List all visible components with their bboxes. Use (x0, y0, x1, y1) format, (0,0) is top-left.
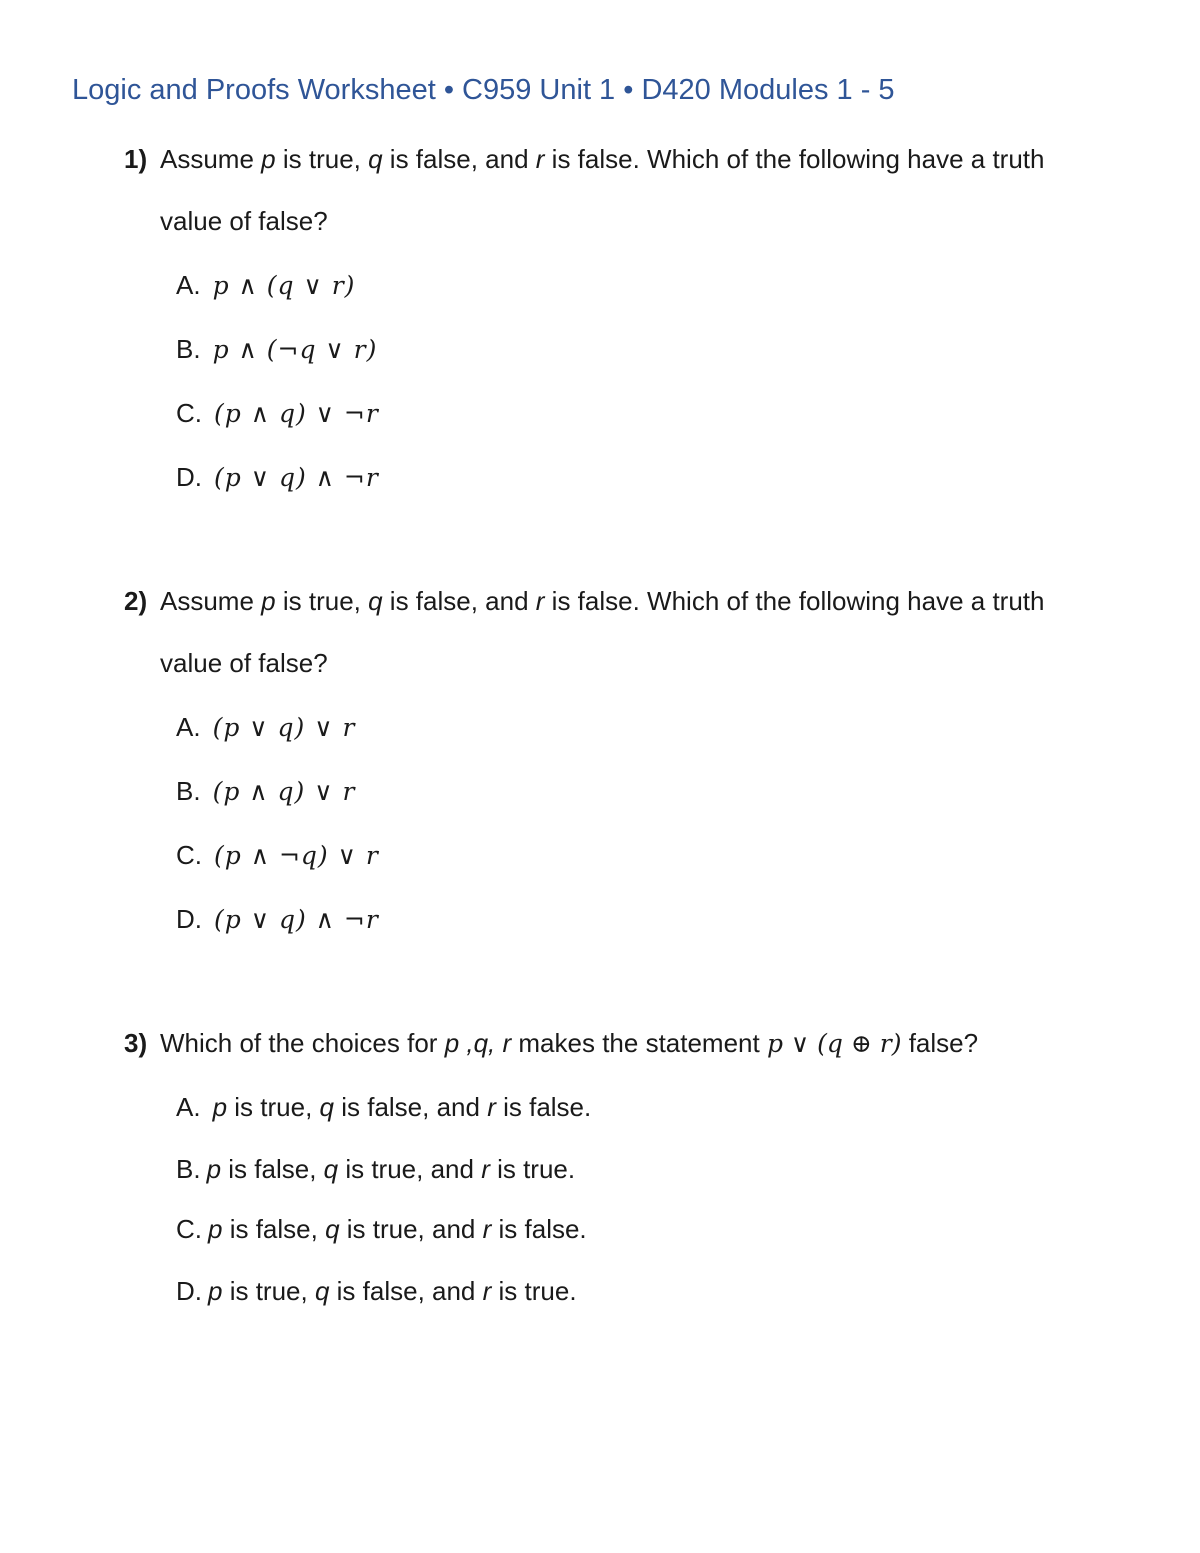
question-1-option-d: D. (p ∨ q) ∧ ¬r (176, 462, 379, 492)
question-2-option-a: A. (p ∨ q) ∨ r (176, 712, 356, 742)
question-2-line-1: Assume p is true, q is false, and r is false. Which of the following have a truth (160, 586, 1045, 616)
question-2-number: 2) (124, 586, 148, 616)
question-2-line-2: value of false? (160, 648, 328, 678)
question-1-line-1: Assume p is true, q is false, and r is false. Which of the following have a truth (160, 144, 1045, 174)
question-3-line-1: Which of the choices for p ,q, r makes the statement p ∨ (q ⊕ r) false? (160, 1028, 979, 1058)
question-1-number: 1) (124, 144, 148, 174)
question-2-option-c: C. (p ∧ ¬q) ∨ r (176, 840, 379, 870)
question-3-option-d: D. p is true, q is false, and r is true. (176, 1276, 577, 1306)
question-2-option-b: B. (p ∧ q) ∨ r (176, 776, 356, 806)
question-3-option-b: B. p is false, q is true, and r is true. (176, 1154, 576, 1184)
page-title: Logic and Proofs Worksheet • C959 Unit 1 • D420 Modules 1 - 5 (72, 74, 895, 106)
question-1-option-c: C. (p ∧ q) ∨ ¬r (176, 398, 379, 428)
question-1-option-a: A. p ∧ (q ∨ r) (176, 270, 356, 300)
question-3-option-c: C. p is false, q is true, and r is false. (176, 1214, 587, 1244)
question-1-option-b: B. p ∧ (¬q ∨ r) (176, 334, 378, 364)
question-2-option-d: D. (p ∨ q) ∧ ¬r (176, 904, 379, 934)
question-1-line-2: value of false? (160, 206, 328, 236)
question-3-option-a: A. p is true, q is false, and r is false. (176, 1092, 592, 1122)
question-3-number: 3) (124, 1028, 148, 1058)
